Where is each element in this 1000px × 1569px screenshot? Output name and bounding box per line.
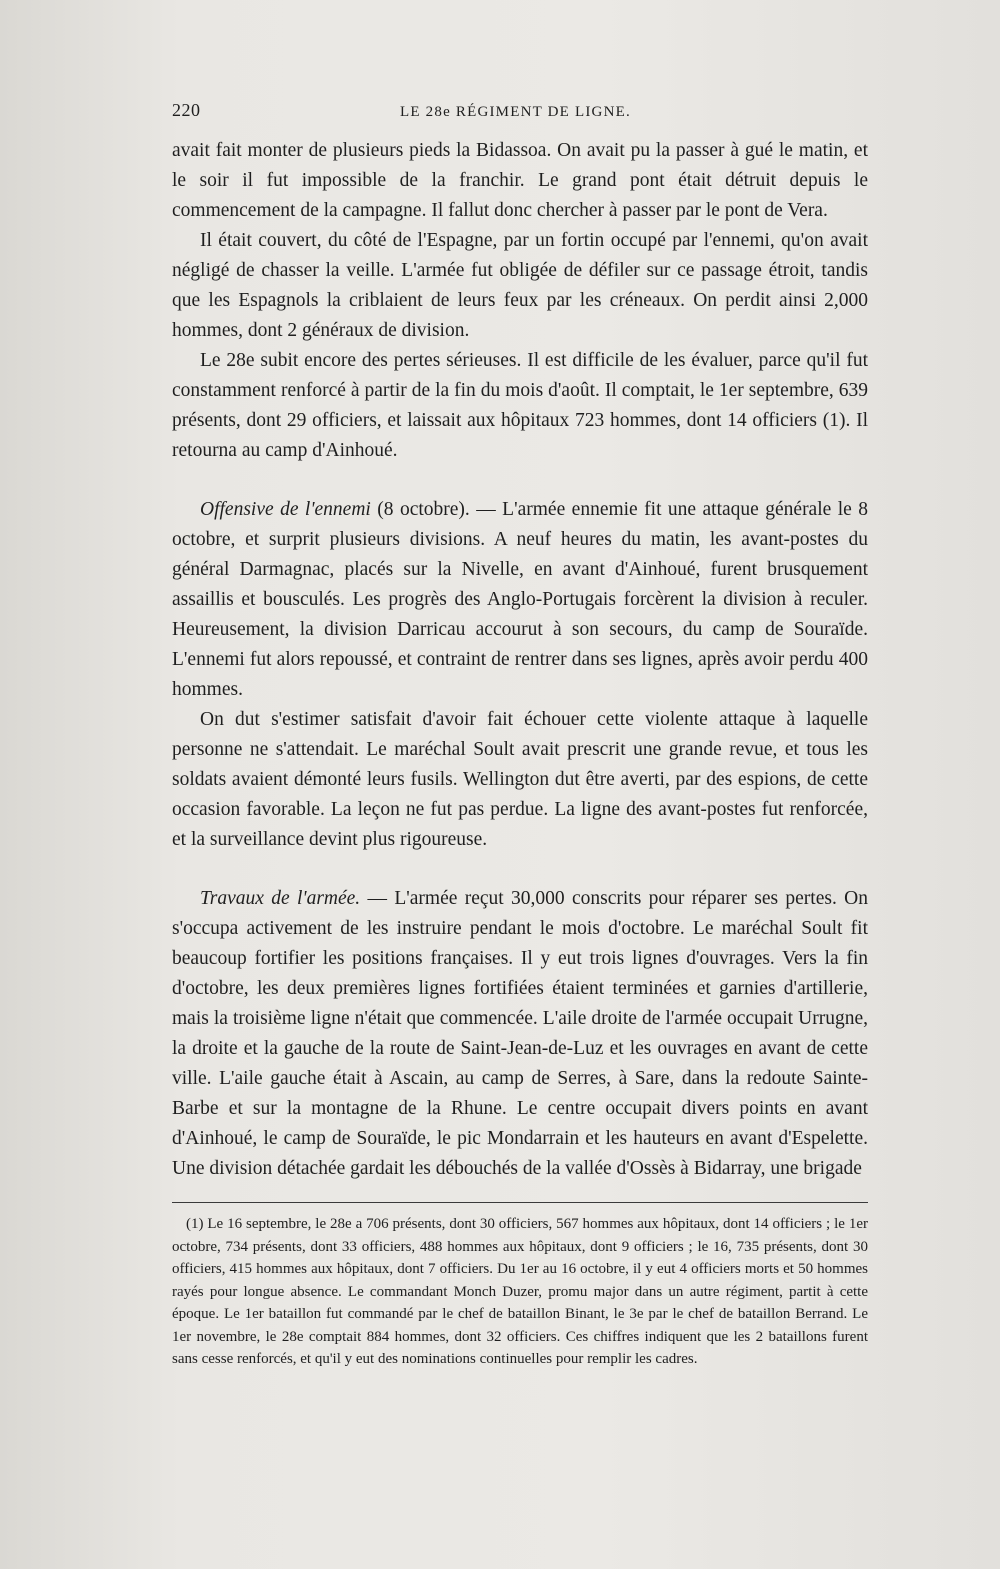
page-header [172,100,868,136]
section-offensive [172,495,868,705]
section-gap [172,466,868,495]
running-title: LE 28e RÉGIMENT DE LIGNE. [400,104,631,120]
footnote [172,1213,868,1371]
section-travaux [172,884,868,1184]
section-heading-offensive: Offensive de l'ennemi [200,499,371,520]
footnote-text: (1) Le 16 septembre, le 28e a 706 présents, dont 30 officiers, 567 hommes aux hôpitaux, dont 14 officiers ; le 1er octobre, 734 présents, dont 33 officiers, 488 hommes aux hôpitaux, dont 9 officiers ; le 16, 735 présents, dont 30 officiers, 415 hommes aux hôpitaux, dont 7 officiers. Du 1er au 16 octobre, il y eut 4 officiers morts et 50 hommes rayés pour longue absence. Le commandant Monch Duzer, promu major dans un autre régiment, partit à cette époque. Le 1er bataillon fut commandé par le chef de bataillon Binant, le 3e par le chef de bataillon Berrand. Le 1er novembre, le 28e comptait 884 hommes, dont 32 officiers. Ces chiffres indiquent que les 2 bataillons furent sans cesse renforcés, et qu'il y eut des nominations continuelles pour remplir les cadres. [172,1216,868,1367]
paragraph-1: avait fait monter de plusieurs pieds la Bidassoa. On avait pu la passer à gué le matin, et le soir il fut impossible de la franchir. Le grand pont était détruit depuis le commencement de la campagne. Il fallut donc chercher à passer par le pont de Vera. [172,140,868,221]
paragraph-2: Il était couvert, du côté de l'Espagne, par un fortin occupé par l'ennemi, qu'on avait négligé de chasser la veille. L'armée fut obligée de défiler sur ce passage étroit, tandis que les Espagnols la criblaient de leurs feux par les créneaux. On perdit ainsi 2,000 hommes, dont 2 généraux de division. [172,230,868,341]
section-gap [172,855,868,884]
text-block [172,100,868,1371]
section-heading-travaux: Travaux de l'armée. [200,888,361,909]
section-text-offensive: (8 octobre). — L'armée ennemie fit une attaque générale le 8 octobre, et surprit plusieurs divisions. A neuf heures du matin, les avant-postes du général Darmagnac, placés sur la Nivelle, en avant d'Ainhoué, furent brusquement assaillis et bousculés. Les progrès des Anglo-Portugais forcèrent la division à reculer. Heureusement, la division Darricau accourut à son secours, du camp de Souraïde. L'ennemi fut alors repoussé, et contraint de rentrer dans ses lignes, après avoir perdu 400 hommes. [172,499,868,700]
footnote-rule [172,1202,868,1203]
section-text-travaux: — L'armée reçut 30,000 conscrits pour réparer ses pertes. On s'occupa activement de les instruire pendant le mois d'octobre. Le maréchal Soult fit beaucoup fortifier les positions françaises. Il y eut trois lignes d'ouvrages. Vers la fin d'octobre, les deux premières lignes fortifiées étaient terminées et garnies d'artillerie, mais la troisième ligne n'était que commencée. L'aile droite de l'armée occupait Urrugne, la droite et la gauche de la route de Saint-Jean-de-Luz et les ouvrages en avant de cette ville. L'aile gauche était à Ascain, au camp de Serres, à Sare, dans la redoute Sainte-Barbe et sur la montagne de la Rhune. Le centre occupait divers points en avant d'Ainhoué, le camp de Souraïde, le pic Mondarrain et les hauteurs en avant d'Espelette. Une division détachée gardait les débouchés de la vallée d'Ossès à Bidarray, une brigade [172,888,868,1179]
page-number: 220 [172,100,201,120]
paragraph-4: On dut s'estimer satisfait d'avoir fait échouer cette violente attaque à laquelle personne ne s'attendait. Le maréchal Soult avait prescrit une grande revue, et tous les soldats avaient démonté leurs fusils. Wellington dut être averti, par des espions, de cette occasion favorable. La leçon ne fut pas perdue. La ligne des avant-postes fut renforcée, et la surveillance devint plus rigoureuse. [172,709,868,850]
paragraph-3: Le 28e subit encore des pertes sérieuses. Il est difficile de les évaluer, parce qu'il fut constamment renforcé à partir de la fin du mois d'août. Il comptait, le 1er septembre, 639 présents, dont 29 officiers, et laissait aux hôpitaux 723 hommes, dont 14 officiers (1). Il retourna au camp d'Ainhoué. [172,350,868,461]
